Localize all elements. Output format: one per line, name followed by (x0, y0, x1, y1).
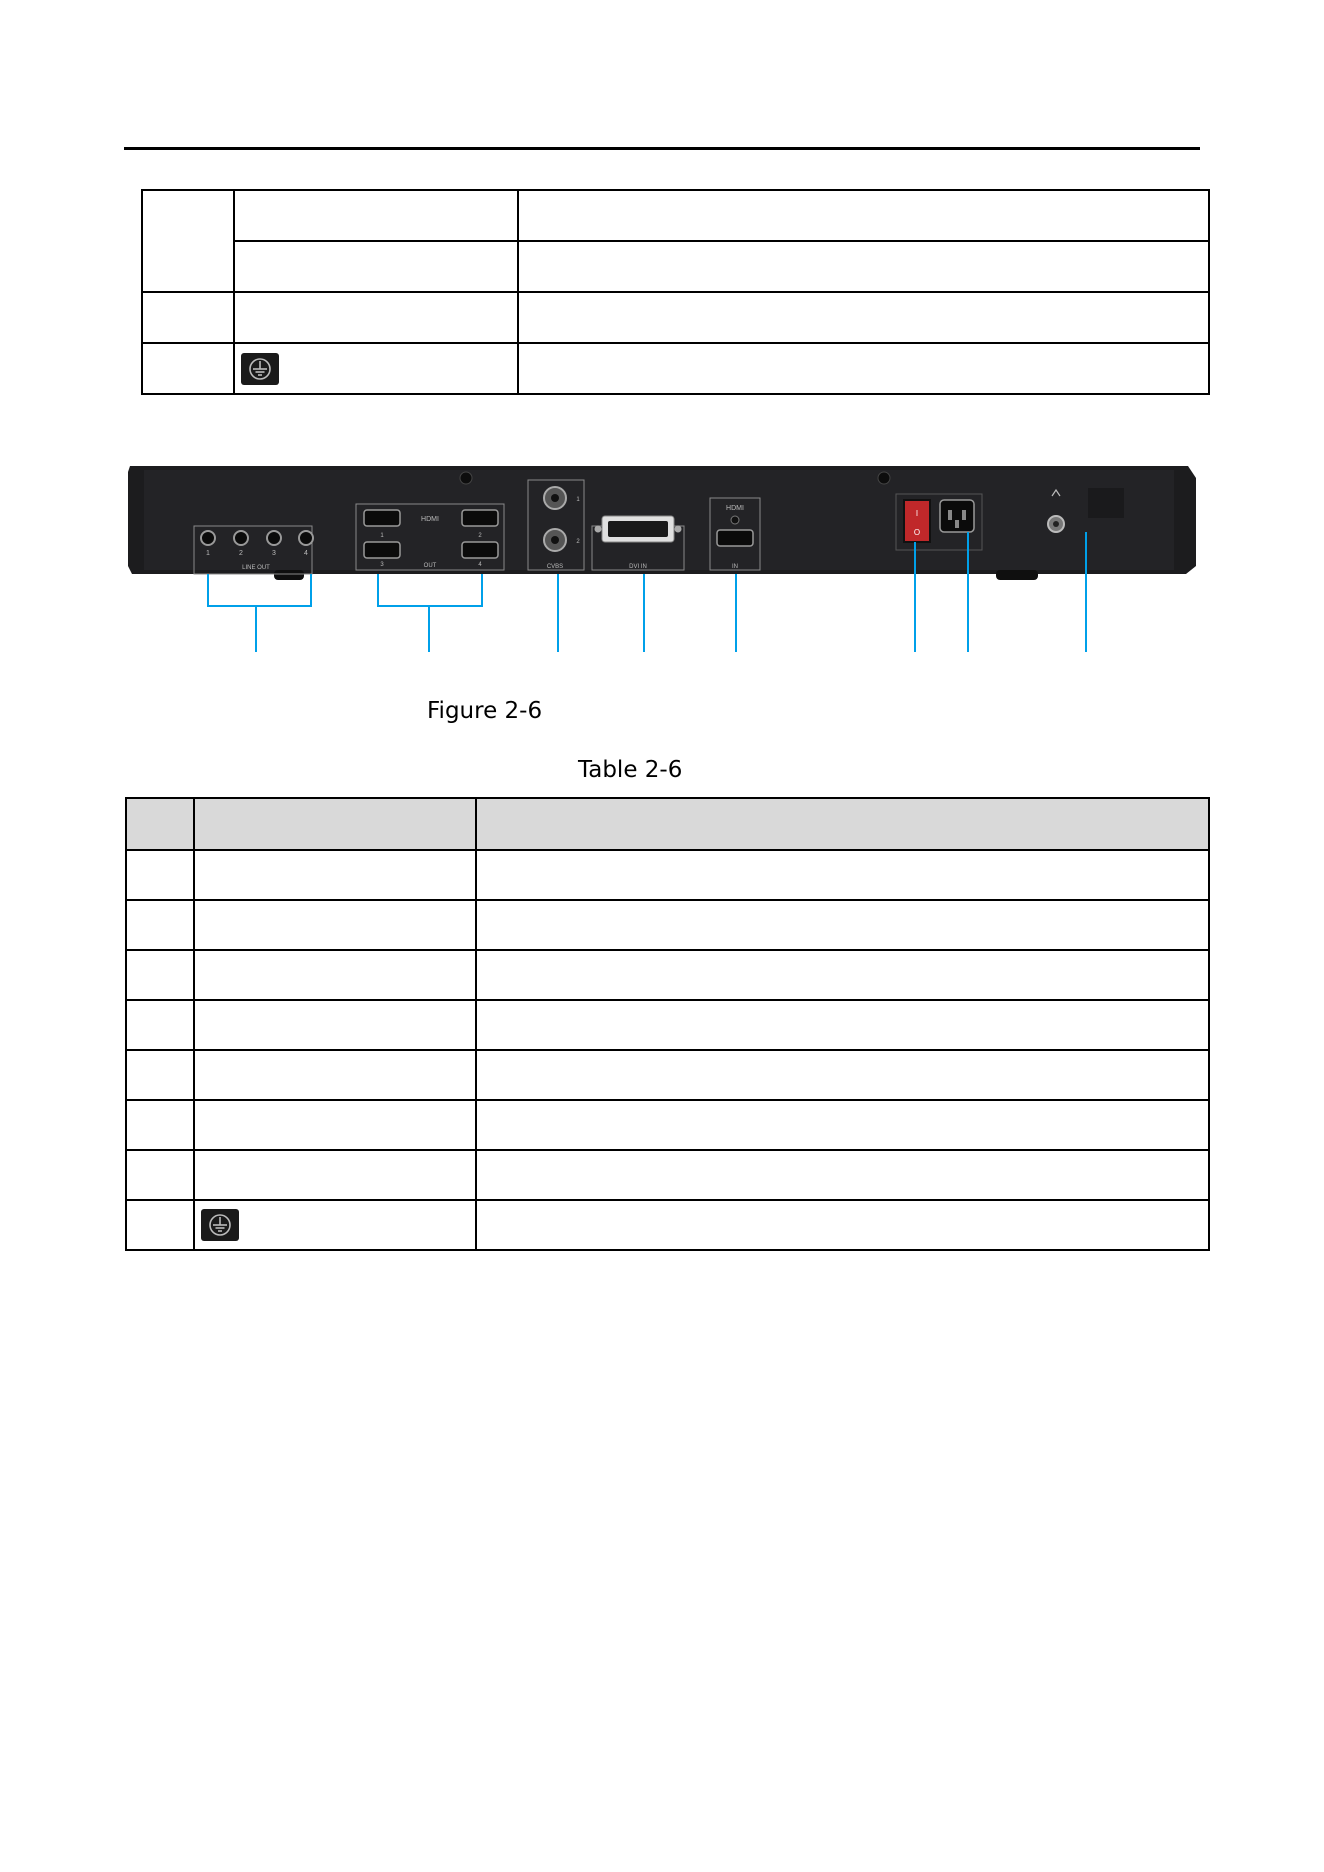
table-cell (126, 1150, 194, 1200)
table-cell (518, 190, 1209, 241)
table-cell (194, 1200, 476, 1250)
switch-on-mark: I (915, 509, 919, 518)
table-cell (518, 292, 1209, 343)
table-row (126, 900, 1209, 950)
table-cell (126, 1200, 194, 1250)
line-out-number: 1 (206, 550, 210, 557)
table-header-cell (126, 798, 194, 850)
hdmi-out-number: 3 (380, 562, 384, 568)
table-caption: Table 2-6 (578, 757, 683, 783)
table-cell (234, 241, 518, 292)
dvi-in-label: DVI IN (629, 564, 647, 570)
table-cell (142, 292, 234, 343)
table-cell (476, 1200, 1209, 1250)
table-row (142, 292, 1209, 343)
table-cell (518, 343, 1209, 394)
table-row (126, 950, 1209, 1000)
hdmi-out-number: 2 (478, 533, 482, 539)
table-cell (194, 1050, 476, 1100)
table-row (126, 1000, 1209, 1050)
table-cell (476, 1050, 1209, 1100)
table-cell (194, 1000, 476, 1050)
table-row (126, 1200, 1209, 1250)
table-row (142, 241, 1209, 292)
table-cell (234, 190, 518, 241)
hdmi-label: HDMI (421, 516, 439, 523)
table-row (126, 1050, 1209, 1100)
hdmi-in-brand-label: HDMI (726, 505, 744, 512)
table-cell (194, 1100, 476, 1150)
table-row (126, 1100, 1209, 1150)
top-table (141, 189, 1210, 395)
table-cell (194, 1150, 476, 1200)
out-label: OUT (423, 563, 437, 569)
in-label: IN (732, 564, 738, 570)
line-out-label: LINE OUT (242, 565, 270, 571)
table-row (142, 343, 1209, 394)
table-cell (194, 900, 476, 950)
line-out-number: 4 (304, 550, 308, 557)
table-header-row (126, 798, 1209, 850)
table-cell (476, 1100, 1209, 1150)
cvbs-number: 2 (576, 539, 580, 545)
table-cell (234, 292, 518, 343)
cvbs-label: CVBS (546, 564, 564, 570)
line-out-number: 2 (239, 550, 243, 557)
hdmi-out-number: 1 (380, 533, 384, 539)
table-cell (126, 850, 194, 900)
table-cell (476, 950, 1209, 1000)
table-cell (194, 950, 476, 1000)
device-rear-panel-figure (128, 458, 1198, 658)
table-row (142, 190, 1209, 241)
table-cell (126, 900, 194, 950)
switch-off-mark: O (913, 528, 921, 537)
table-header-cell (194, 798, 476, 850)
table-header-cell (476, 798, 1209, 850)
line-out-number: 3 (272, 550, 276, 557)
table-cell (476, 1150, 1209, 1200)
cvbs-number: 1 (576, 497, 580, 503)
table-row (126, 850, 1209, 900)
header-rule (124, 147, 1200, 150)
table-row (126, 1150, 1209, 1200)
table-cell (194, 850, 476, 900)
table-cell (126, 950, 194, 1000)
table-cell (476, 850, 1209, 900)
table-cell (476, 1000, 1209, 1050)
table-cell (142, 190, 234, 292)
table-cell (126, 1100, 194, 1150)
table-cell (126, 1000, 194, 1050)
table-cell (126, 1050, 194, 1100)
hdmi-out-number: 4 (478, 562, 482, 568)
table-cell (518, 241, 1209, 292)
figure-caption: Figure 2-6 (427, 698, 543, 724)
table-cell (142, 343, 234, 394)
ports-table (125, 797, 1210, 1251)
ground-icon (201, 1209, 239, 1241)
table-cell (476, 900, 1209, 950)
table-cell (234, 343, 518, 394)
ground-icon (241, 353, 279, 385)
